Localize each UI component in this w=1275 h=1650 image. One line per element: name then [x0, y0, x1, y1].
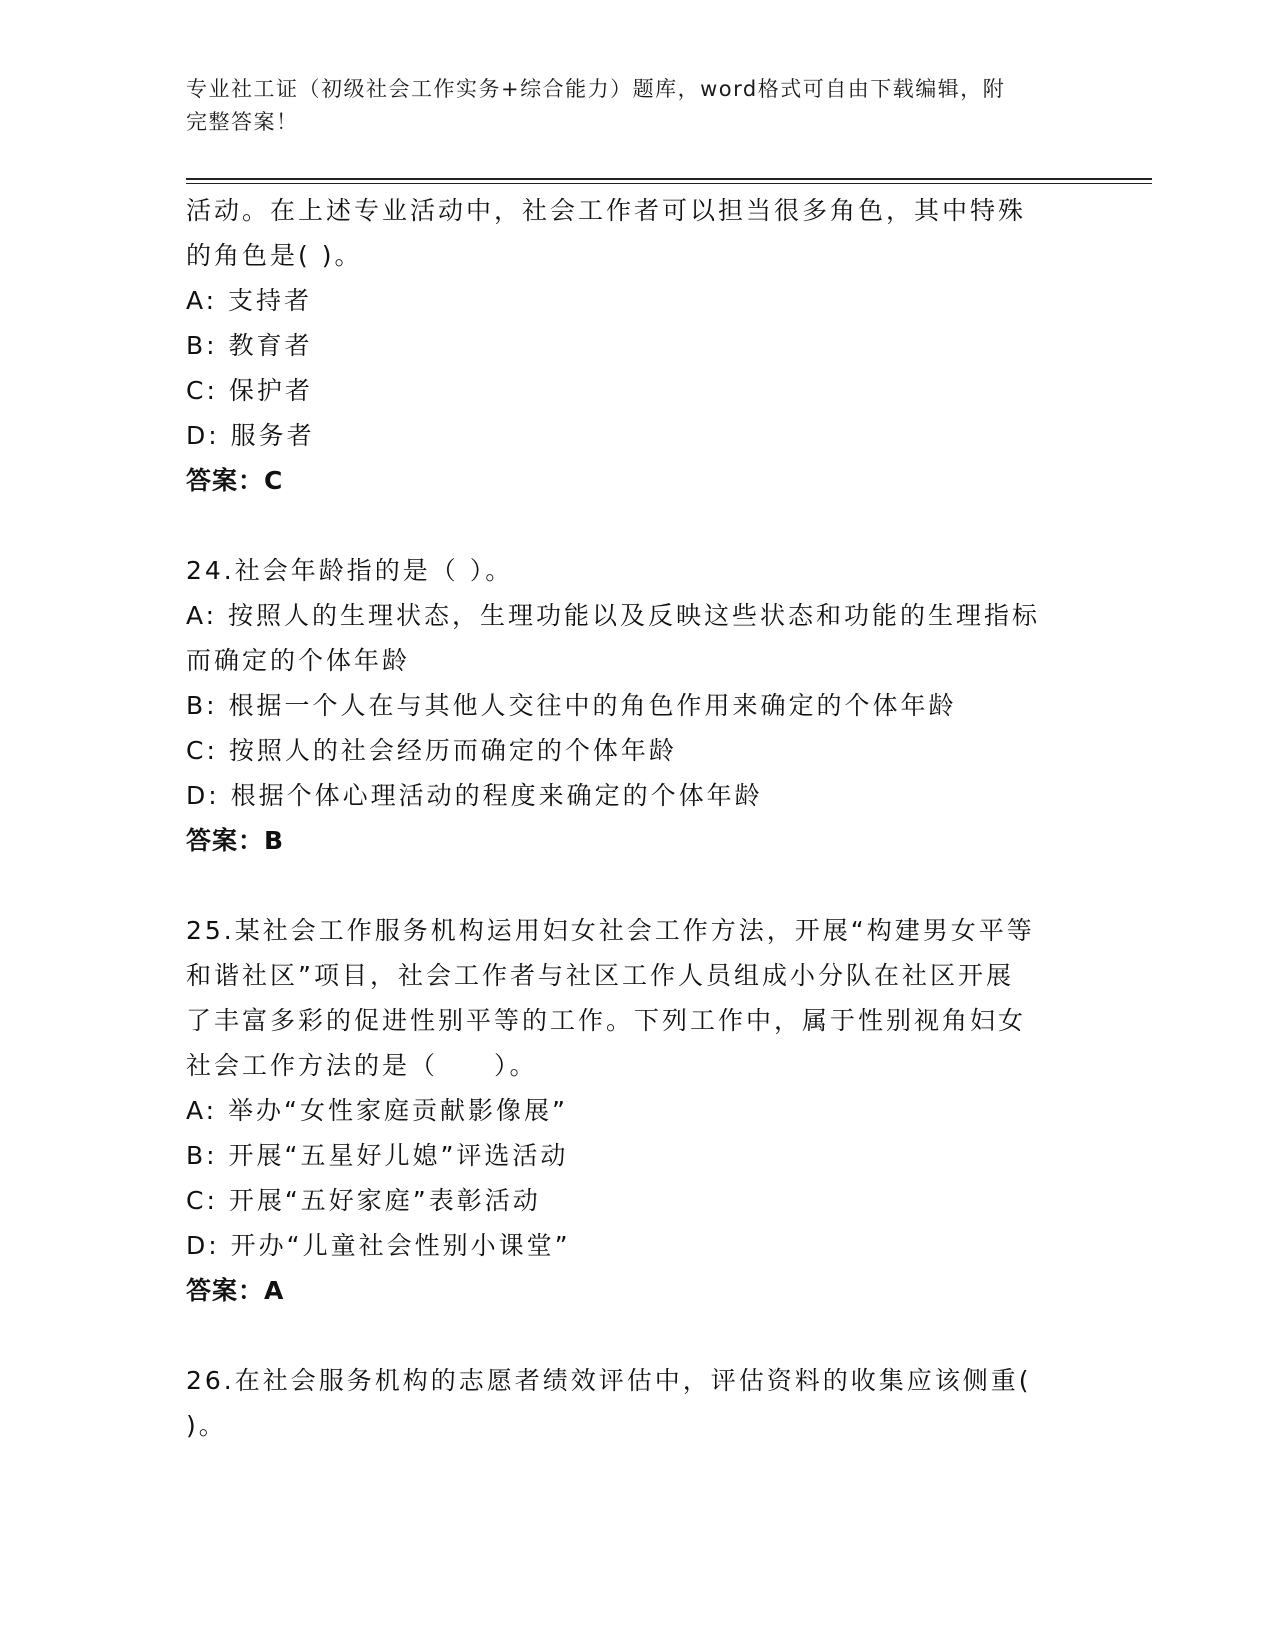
option-b: B: 开展“五星好儿媳”评选活动 — [186, 1141, 569, 1170]
option-c: C: 开展“五好家庭”表彰活动 — [186, 1186, 541, 1215]
option-a: A: 举办“女性家庭贡献影像展” — [186, 1096, 568, 1125]
document-header — [186, 73, 1086, 139]
option-a-continued: 而确定的个体年龄 — [186, 646, 411, 675]
option-d: D: 服务者 — [186, 421, 315, 450]
option-d: D: 开办“儿童社会性别小课堂” — [186, 1231, 571, 1260]
question-stem-line: 和谐社区”项目，社会工作者与社区工作人员组成小分队在社区开展 — [186, 961, 1014, 990]
question-25 — [186, 908, 1086, 1313]
header-line-1: 专业社工证（初级社会工作实务+综合能力）题库，word格式可自由下载编辑，附 — [186, 77, 1006, 101]
question-24 — [186, 548, 1086, 863]
question-stem-line: 25.某社会工作服务机构运用妇女社会工作方法，开展“构建男女平等 — [186, 916, 1035, 945]
question-stem-line: )。 — [186, 1411, 227, 1440]
option-a: A: 按照人的生理状态，生理功能以及反映这些状态和功能的生理指标 — [186, 601, 1041, 630]
option-c: C: 保护者 — [186, 376, 313, 405]
answer-label: 答案：A — [186, 1276, 285, 1305]
question-stem-line: 社会工作方法的是（ ）。 — [186, 1051, 538, 1080]
question-list — [186, 188, 1086, 1448]
header-divider-thick — [186, 178, 1152, 180]
question-stem-line: 活动。在上述专业活动中，社会工作者可以担当很多角色，其中特殊 — [186, 196, 1027, 225]
question-stem-line: 24.社会年龄指的是（ ）。 — [186, 556, 514, 585]
question-23 — [186, 188, 1086, 503]
answer-label: 答案：C — [186, 466, 284, 495]
option-a: A: 支持者 — [186, 286, 313, 315]
question-26 — [186, 1358, 1086, 1448]
question-stem-line: 26.在社会服务机构的志愿者绩效评估中，评估资料的收集应该侧重( — [186, 1366, 1032, 1395]
header-divider-thin — [186, 183, 1152, 184]
option-c: C: 按照人的社会经历而确定的个体年龄 — [186, 736, 677, 765]
answer-label: 答案：B — [186, 826, 285, 855]
question-stem-line: 的角色是( )。 — [186, 241, 363, 270]
option-b: B: 根据一个人在与其他人交往中的角色作用来确定的个体年龄 — [186, 691, 957, 720]
option-d: D: 根据个体心理活动的程度来确定的个体年龄 — [186, 781, 763, 810]
option-b: B: 教育者 — [186, 331, 313, 360]
header-line-2: 完整答案！ — [186, 110, 299, 134]
question-stem-line: 了丰富多彩的促进性别平等的工作。下列工作中，属于性别视角妇女 — [186, 1006, 1027, 1035]
